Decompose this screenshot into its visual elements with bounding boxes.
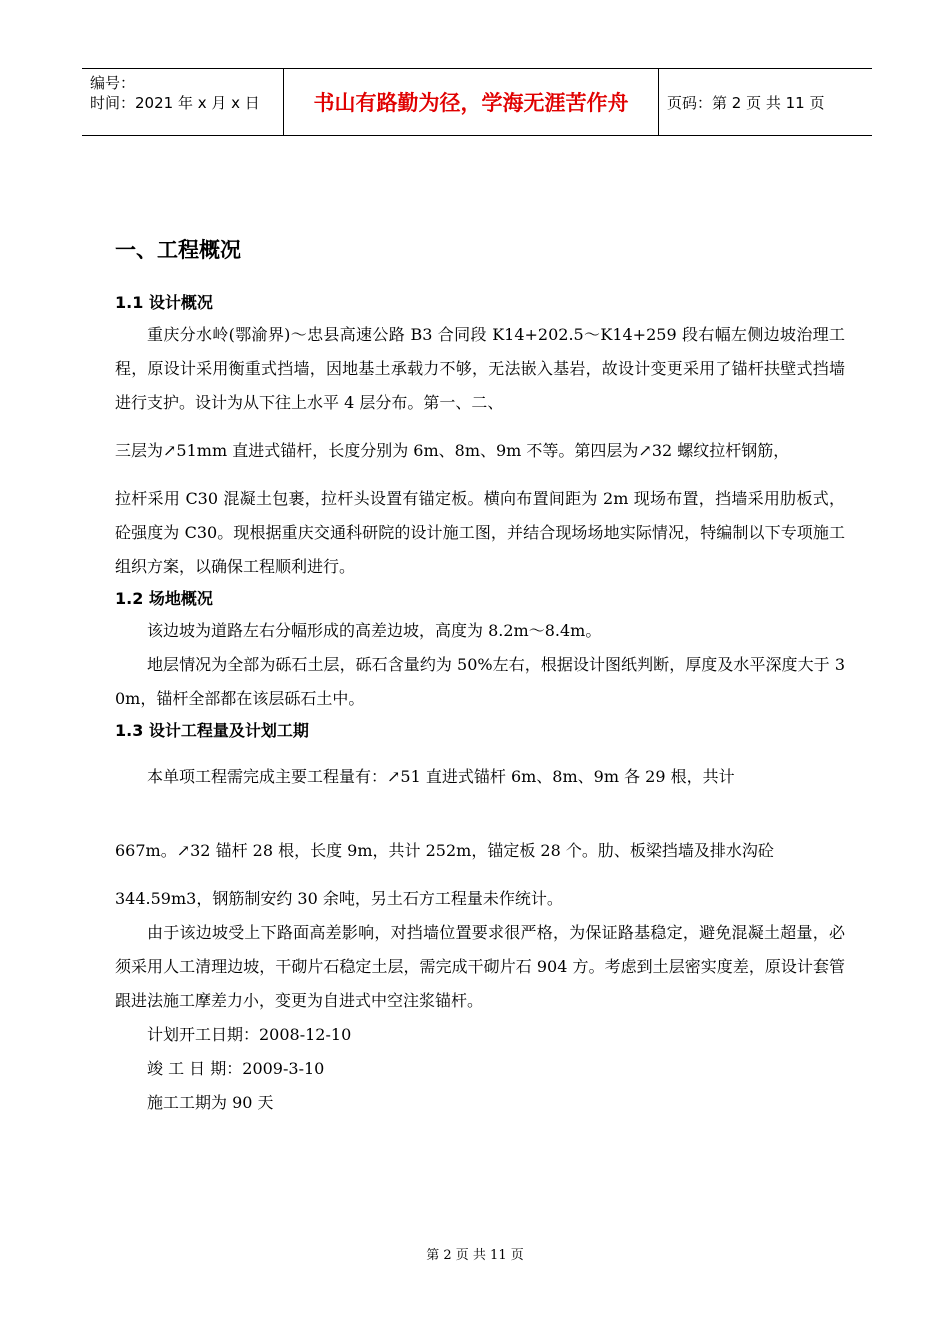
paragraph: 667m。↗32 锚杆 28 根，长度 9m，共计 252m，锚定板 28 个。肋、板梁挡墙及排水沟砼 bbox=[115, 841, 774, 860]
duration: 施工工期为 90 天 bbox=[147, 1093, 274, 1112]
time-label: 时间：2021 年 x 月 x 日 bbox=[90, 94, 260, 112]
paragraph: 由于该边坡受上下路面高差影响，对挡墙位置要求很严格，为保证路基稳定，避免混凝土超量，必须采用人工清理边坡，干砌片石稳定土层，需完成干砌片石 904 方。考虑到土层密实度差，原设计套管跟进法施工摩差力小，变更为自进式中空注浆锚杆。 bbox=[115, 923, 845, 1010]
document-body bbox=[115, 230, 845, 1120]
end-date: 竣 工 日 期：2009-3-10 bbox=[147, 1059, 325, 1078]
page-footer: 第 2 页 共 11 页 bbox=[426, 1248, 524, 1263]
header-page-info: 页码：第 2 页 共 11 页 bbox=[667, 93, 825, 112]
paragraph: 该边坡为道路左右分幅形成的高差边坡，高度为 8.2m～8.4m。 bbox=[147, 621, 602, 640]
paragraph: 重庆分水岭(鄂渝界)～忠县高速公路 B3 合同段 K14+202.5～K14+259 段右幅左侧边坡治理工程，原设计采用衡重式挡墙，因地基土承载力不够，无法嵌入基岩，故设计变更采用了锚杆扶壁式挡墙进行支护。设计为从下往上水平 4 层分布。第一、二、 bbox=[115, 325, 845, 412]
paragraph: 三层为↗51mm 直进式锚杆，长度分别为 6m、8m、9m 不等。第四层为↗32 螺纹拉杆钢筋， bbox=[115, 441, 790, 460]
paragraph: 本单项工程需完成主要工程量有：↗51 直进式锚杆 6m、8m、9m 各 29 根，共计 bbox=[147, 767, 735, 786]
subsection-title-1-3: 1.3 设计工程量及计划工期 bbox=[115, 721, 309, 740]
paragraph: 地层情况为全部为砾石土层，砾石含量约为 50%左右，根据设计图纸判断，厚度及水平深度大于 30m，锚杆全部都在该层砾石土中。 bbox=[115, 655, 845, 708]
subsection-title-1-1: 1.1 设计概况 bbox=[115, 293, 213, 312]
paragraph: 344.59m3，钢筋制安约 30 余吨，另土石方工程量未作统计。 bbox=[115, 889, 563, 908]
section-title: 一、工程概况 bbox=[115, 238, 241, 262]
number-label: 编号： bbox=[90, 74, 136, 92]
paragraph: 拉杆采用 C30 混凝土包裹，拉杆头设置有锚定板。横向布置间距为 2m 现场布置，挡墙采用肋板式，砼强度为 C30。现根据重庆交通科研院的设计施工图，并结合现场场地实际情况，特编制以下专项施工组织方案，以确保工程顺利进行。 bbox=[115, 489, 845, 576]
page-header bbox=[82, 68, 872, 136]
header-motto: 书山有路勤为径，学海无涯苦作舟 bbox=[283, 69, 659, 135]
start-date: 计划开工日期：2008-12-10 bbox=[147, 1025, 352, 1044]
header-meta bbox=[82, 69, 283, 135]
subsection-title-1-2: 1.2 场地概况 bbox=[115, 589, 213, 608]
